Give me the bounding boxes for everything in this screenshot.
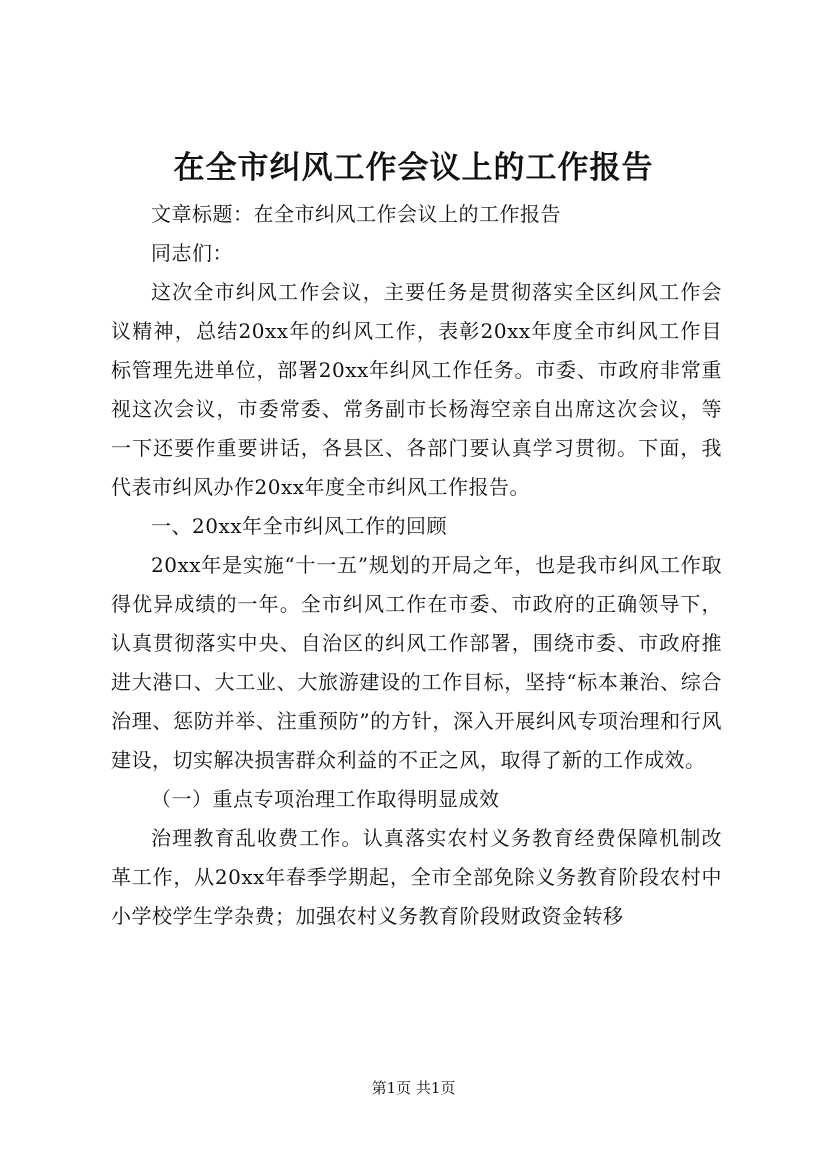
page-footer: 第1页 共1页 bbox=[371, 1079, 456, 1097]
paragraph-review: 20xx年是实施“十一五”规划的开局之年，也是我市纠风工作取得优异成绩的一年。全市纠风工作在市委、市政府的正确领导下，认真贯彻落实中央、自治区的纠风工作部署，围绕市委、市政府推进大港口、大工业、大旅游建设的工作目标，坚持“标本兼治、综合治理、惩防并举、注重预防”的方针，深入开展纠风专项治理和行风建设，切实解决损害群众利益的不正之风，取得了新的工作成效。 bbox=[111, 553, 722, 772]
section-heading-1: 一、20xx年全市纠风工作的回顾 bbox=[151, 514, 448, 538]
subsection-heading-1: （一）重点专项治理工作取得明显成效 bbox=[151, 787, 500, 811]
paragraph-education-fees: 治理教育乱收费工作。认真落实农村义务教育经费保障机制改革工作，从20xx年春季学期起，全市全部免除义务教育阶段农村中小学校学生学杂费；加强农村义务教育阶段财政资金转移 bbox=[111, 826, 722, 928]
paragraph-intro: 这次全市纠风工作会议，主要任务是贯彻落实全区纠风工作会议精神，总结20xx年的纠风工作，表彰20xx年度全市纠风工作目标管理先进单位，部署20xx年纠风工作任务。市委、市政府非常重视这次会议，市委常委、常务副市长杨海空亲自出席这次会议，等一下还要作重要讲话，各县区、各部门要认真学习贯彻。下面，我代表市纠风办作20xx年度全市纠风工作报告。 bbox=[111, 280, 722, 499]
document-title: 在全市纠风工作会议上的工作报告 bbox=[173, 150, 654, 186]
document-body bbox=[111, 195, 722, 936]
paragraph-article-title: 文章标题：在全市纠风工作会议上的工作报告 bbox=[151, 202, 561, 226]
paragraph-salutation: 同志们： bbox=[151, 241, 233, 265]
